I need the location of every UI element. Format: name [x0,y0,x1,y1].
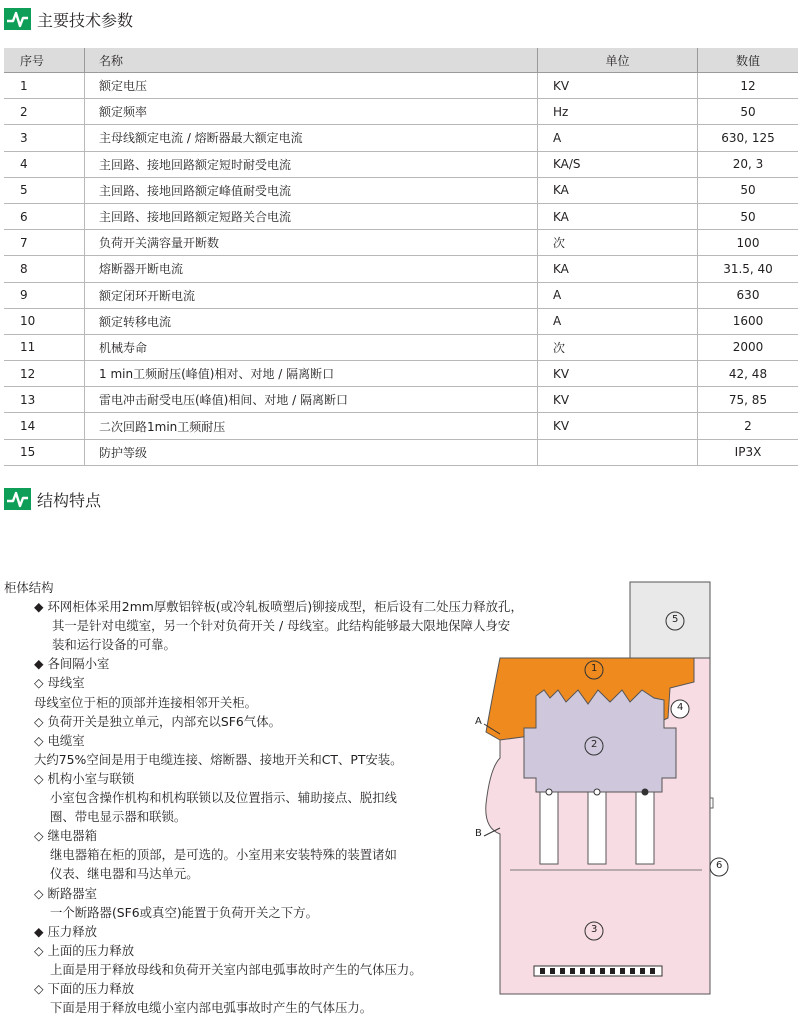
cell-name: 雷电冲击耐受电压(峰值)相间、对地 / 隔离断口 [85,387,538,413]
cell-unit: 次 [538,230,698,256]
desc-line: 上面是用于释放母线和负荷开关室内部电弧事故时产生的气体压力。 [50,961,422,977]
cell-name: 负荷开关满容量开断数 [85,230,538,256]
table-row [4,177,798,203]
fuse-contact [546,789,552,795]
desc-line: ◇ 电缆室 [34,732,85,748]
cell-unit: KV [538,73,698,99]
header-no: 序号 [4,48,85,73]
desc-line: ◆ 压力释放 [34,923,98,939]
cabinet-diagram [470,578,800,996]
label-6: 6 [716,860,723,871]
label-b: B [475,828,482,839]
table-row [4,439,798,465]
desc-line: ◇ 上面的压力释放 [34,942,135,958]
cell-unit: KV [538,361,698,387]
cell-no: 3 [4,125,85,151]
table-header-row [4,48,798,73]
cell-unit: KV [538,387,698,413]
section-title-parameters [4,6,133,32]
desc-line: ◇ 负荷开关是独立单元，内部充以SF6气体。 [34,713,281,729]
fuse-contact [594,789,600,795]
section-logo-icon [4,488,31,510]
label-3: 3 [591,924,598,935]
cell-no: 10 [4,308,85,334]
label-5: 5 [672,614,679,625]
cell-no: 2 [4,99,85,125]
fuse-tube [540,792,558,864]
desc-line: 其一是针对电缆室，另一个针对负荷开关 / 母线室。此结构能够最大限地保障人身安 [52,618,511,634]
cell-no: 9 [4,282,85,308]
cell-name: 主回路、接地回路额定短路关合电流 [85,203,538,229]
table-row [4,99,798,125]
cell-no: 13 [4,387,85,413]
cell-value: 50 [698,177,799,203]
cell-name: 防护等级 [85,439,538,465]
desc-line: ◇ 机构小室与联锁 [34,770,135,786]
load-switch-unit [524,690,676,792]
cell-unit: KA [538,203,698,229]
cell-unit: A [538,282,698,308]
cell-name: 熔断器开断电流 [85,256,538,282]
cell-unit: 次 [538,334,698,360]
label-1: 1 [591,663,598,674]
structure-description [4,578,523,1017]
desc-line: ◇ 下面的压力释放 [34,980,135,996]
cell-unit: KA [538,177,698,203]
desc-line: 装和运行设备的可靠。 [52,637,176,653]
cell-no: 8 [4,256,85,282]
table-row [4,256,798,282]
cell-value: 50 [698,99,799,125]
cabinet-diagram-svg [470,578,800,996]
desc-line: 大约75%空间是用于电缆连接、熔断器、接地开关和CT、PT安装。 [34,751,403,767]
cell-no: 6 [4,203,85,229]
cell-unit: Hz [538,99,698,125]
cell-value: IP3X [698,439,799,465]
cell-name: 额定转移电流 [85,308,538,334]
desc-line: 继电器箱在柜的顶部，是可选的。小室用来安装特殊的装置诸如 [50,847,397,863]
section-title-text: 主要技术参数 [37,10,134,30]
desc-line: 仪表、继电器和马达单元。 [50,866,199,882]
header-value: 数值 [698,48,799,73]
cell-no: 14 [4,413,85,439]
cell-value: 42, 48 [698,361,799,387]
cell-name: 1 min工频耐压(峰值)相对、对地 / 隔离断口 [85,361,538,387]
cell-value: 20, 3 [698,151,799,177]
table-row [4,203,798,229]
cell-no: 15 [4,439,85,465]
cell-value: 2 [698,413,799,439]
cell-no: 1 [4,73,85,99]
table-row [4,413,798,439]
desc-line: 下面是用于释放电缆小室内部电弧事故时产生的气体压力。 [50,1000,373,1016]
desc-heading: 柜体结构 [4,580,54,595]
cell-value: 31.5, 40 [698,256,799,282]
cell-no: 5 [4,177,85,203]
cell-name: 主回路、接地回路额定峰值耐受电流 [85,177,538,203]
label-a: A [475,716,482,727]
table-row [4,282,798,308]
cell-name: 二次回路1min工频耐压 [85,413,538,439]
header-unit: 单位 [538,48,698,73]
cell-unit: A [538,125,698,151]
table-row [4,73,798,99]
table-row [4,334,798,360]
section-logo-icon [4,8,31,30]
cell-name: 机械寿命 [85,334,538,360]
cell-value: 1600 [698,308,799,334]
cell-no: 4 [4,151,85,177]
cell-unit [538,439,698,465]
fuse-tube [636,792,654,864]
desc-line: ◇ 继电器箱 [34,828,98,844]
fuse-contact [642,789,648,795]
cell-value: 2000 [698,334,799,360]
table-row [4,151,798,177]
desc-line: ◇ 母线室 [34,675,85,691]
cell-unit: KA/S [538,151,698,177]
table-row [4,361,798,387]
label-4: 4 [677,702,684,713]
parameters-table [4,48,798,466]
cell-unit: A [538,308,698,334]
label-2: 2 [591,739,598,750]
desc-line: 小室包含操作机构和机构联锁以及位置指示、辅助接点、脱扣线 [50,790,397,806]
table-row [4,230,798,256]
cell-name: 主母线额定电流 / 熔断器最大额定电流 [85,125,538,151]
table-row [4,308,798,334]
desc-line: ◆ 环网柜体采用2mm厚敷铝锌板(或冷轧板喷塑后)铆接成型，柜后设有二处压力释放孔， [34,599,523,615]
cell-unit: KV [538,413,698,439]
relay-box-compartment [630,582,710,658]
table-row [4,125,798,151]
cell-value: 630, 125 [698,125,799,151]
cell-value: 100 [698,230,799,256]
cell-no: 7 [4,230,85,256]
cell-unit: KA [538,256,698,282]
cell-no: 11 [4,334,85,360]
cell-value: 12 [698,73,799,99]
cell-name: 额定频率 [85,99,538,125]
desc-line: 一个断路器(SF6或真空)能置于负荷开关之下方。 [50,904,318,920]
cell-value: 630 [698,282,799,308]
cell-value: 75, 85 [698,387,799,413]
cell-no: 12 [4,361,85,387]
section-title-structure [4,486,101,512]
section-title-text: 结构特点 [37,490,102,510]
table-row [4,387,798,413]
cell-value: 50 [698,203,799,229]
cell-name: 主回路、接地回路额定短时耐受电流 [85,151,538,177]
desc-line: ◇ 断路器室 [34,885,98,901]
desc-line: ◆ 各间隔小室 [34,656,110,672]
desc-line: 圈、带电显示器和联锁。 [50,809,187,825]
header-name: 名称 [85,48,538,73]
cell-name: 额定闭环开断电流 [85,282,538,308]
cell-name: 额定电压 [85,73,538,99]
desc-line: 母线室位于柜的顶部并连接相邻开关柜。 [34,694,258,710]
fuse-tube [588,792,606,864]
